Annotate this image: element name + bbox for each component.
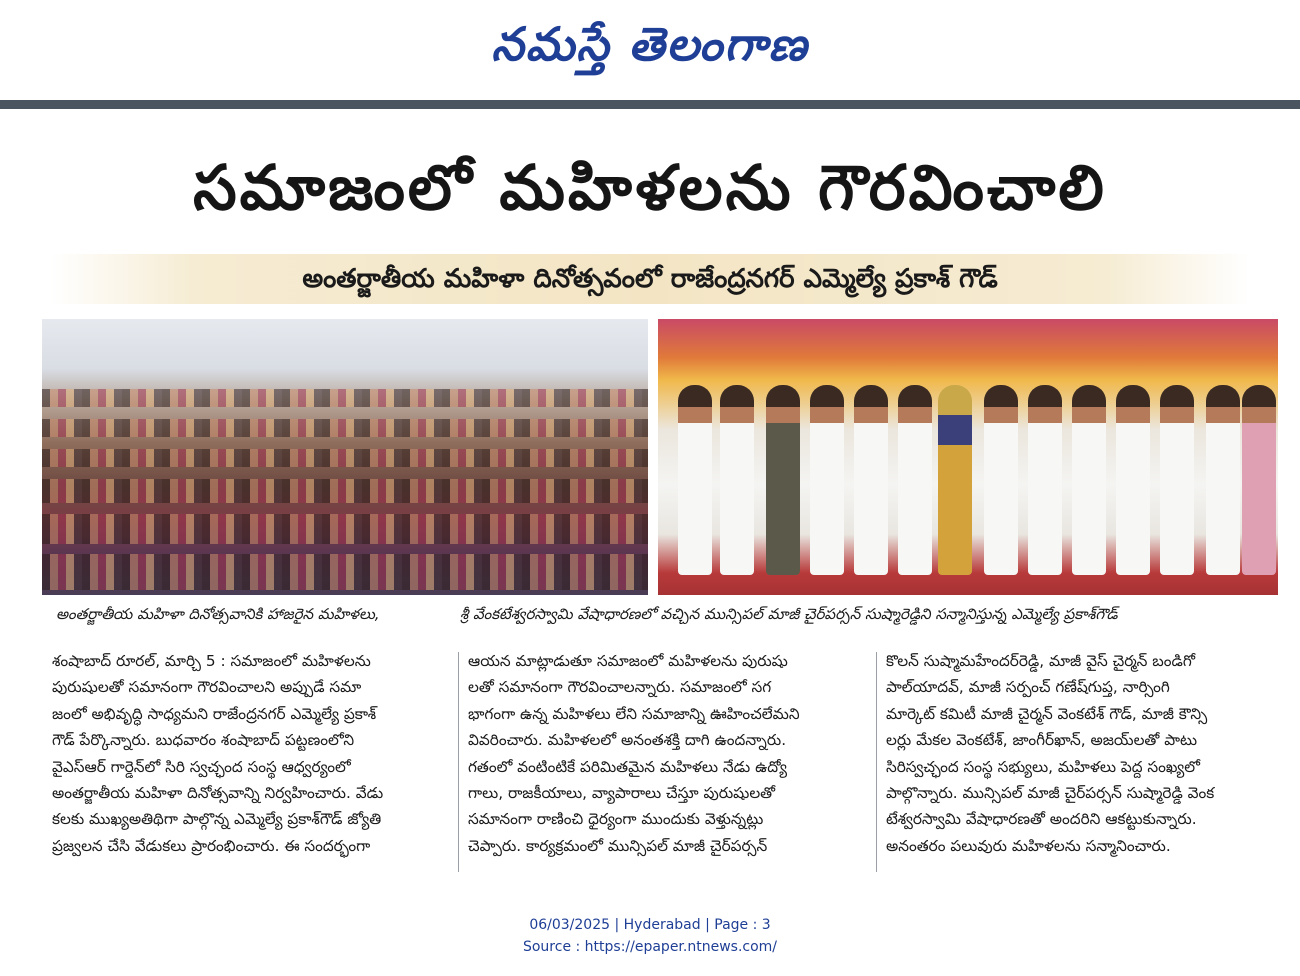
article-line: లతో సమానంగా గౌరవించాలన్నారు. సమాజంలో సగ bbox=[468, 678, 772, 697]
person-figure bbox=[1206, 385, 1240, 575]
article-line: పురుషులతో సమానంగా గౌరవించాలని అప్పుడే సమా bbox=[52, 678, 362, 697]
crowd-row bbox=[42, 389, 648, 407]
crowd-row bbox=[42, 479, 648, 503]
article-line: ప్రజ్వలన చేసి వేడుకలు ప్రారంభించారు. ఈ సందర్భంగా bbox=[52, 836, 371, 855]
article-line: అంతర్జాతీయ మహిళా దినోత్సవాన్ని నిర్వహించారు. వేడు bbox=[52, 784, 384, 803]
article-line: చెప్పారు. కార్యక్రమంలో మున్సిపల్ మాజీ చైర్‌పర్సన్ bbox=[468, 836, 768, 855]
source-link[interactable]: Source : https://epaper.ntnews.com/ bbox=[522, 939, 778, 955]
article-line: గౌడ్ పేర్కొన్నారు. బుధవారం శంషాబాద్ పట్టణంలోని bbox=[52, 731, 355, 750]
article-line: ఆయన మాట్లాడుతూ సమాజంలో మహిళలను పురుషు bbox=[468, 652, 788, 670]
article-line: పాల్గొన్నారు. మున్సిపల్ మాజీ చైర్‌పర్సన్ సుష్మారెడ్డి వెంక bbox=[886, 784, 1215, 803]
masthead-divider bbox=[0, 100, 1300, 109]
headline: సమాజంలో మహిళలను గౌరవించాలి bbox=[193, 151, 1107, 224]
article-line: టేశ్వరస్వామి వేషాధారణతో అందరిని ఆకట్టుకున్నారు. bbox=[886, 810, 1197, 829]
article-line: పాల్‌యాదవ్, మాజీ సర్పంచ్ గణేష్‌గుప్త, నార్సింగి bbox=[886, 678, 1170, 697]
subheadline: అంతర్జాతీయ మహిళా దినోత్సవంలో రాజేంద్రనగర్ ఎమ్మెల్యే ప్రకాశ్ గౌడ్ bbox=[50, 254, 1250, 304]
article-line: గతంలో వంటింటికే పరిమితమైన మహిళలు నేడు ఉద్యో bbox=[468, 757, 787, 776]
article-line: భాగంగా ఉన్న మహిళలు లేని సమాజాన్ని ఊహించలేమని bbox=[468, 704, 800, 723]
article-line: లర్లు మేకల వెంకటేశ్, జాంగీర్‌ఖాన్, అజయ్‌లతో పాటు bbox=[886, 731, 1198, 750]
article-line: సమానంగా రాణించి ధైర్యంగా ముందుకు వెళ్తున్నట్లు bbox=[468, 810, 764, 829]
article-line: సిరిస్వచ్ఛంద సంస్థ సభ్యులు, మహిళలు పెద్ద సంఖ్యలో bbox=[886, 757, 1201, 776]
person-figure bbox=[766, 385, 800, 575]
person-figure bbox=[1242, 385, 1276, 575]
person-figure bbox=[1116, 385, 1150, 575]
person-figure bbox=[898, 385, 932, 575]
article-line: కొలన్ సుష్మామహేందర్‌రెడ్డి, మాజీ వైస్ చైర్మన్ బండిగో bbox=[886, 652, 1196, 670]
person-figure bbox=[938, 385, 972, 575]
caption-right: శ్రీ వేంకటేశ్వరస్వామి వేషాధారణలో వచ్చిన మున్సిపల్ మాజీ చైర్‌పర్సన్ సుష్మారెడ్డిని సన్మానిస్తున్న ఎమ్మెల్యే ప్రకాశ్‌గౌడ్ bbox=[460, 605, 1118, 623]
article-line: గాలు, రాజకీయాలు, వ్యాపారాలు చేస్తూ పురుషులతో bbox=[468, 784, 776, 803]
page-footer bbox=[0, 914, 1300, 958]
article-column-1 bbox=[52, 648, 450, 880]
person-figure bbox=[1160, 385, 1194, 575]
article-line: శంషాబాద్ రూరల్, మార్చి 5 : సమాజంలో మహిళలను bbox=[52, 652, 371, 670]
article-line: మార్కెట్ కమిటీ మాజీ చైర్మన్ వెంకటేశ్ గౌడ్, మాజీ కౌన్సి bbox=[886, 704, 1208, 723]
person-figure bbox=[854, 385, 888, 575]
caption-left: అంతర్జాతీయ మహిళా దినోత్సవానికి హాజరైన మహిళలు, bbox=[56, 605, 380, 623]
newspaper-logo: నమస్తే తెలంగాణ bbox=[491, 17, 809, 71]
person-figure bbox=[984, 385, 1018, 575]
article-line: కలకు ముఖ్యఅతిథిగా పాల్గొన్న ఎమ్మెల్యే ప్రకాశ్‌గౌడ్ జ్యోతి bbox=[52, 810, 382, 829]
crowd-row bbox=[42, 419, 648, 437]
photo-felicitation bbox=[658, 319, 1278, 595]
person-figure bbox=[678, 385, 712, 575]
crowd-row bbox=[42, 449, 648, 467]
article-line: అనంతరం పలువురు మహిళలను సన్మానించారు. bbox=[886, 836, 1171, 855]
edition-info: 06/03/2025 | Hyderabad | Page : 3 bbox=[529, 917, 771, 933]
crowd-row bbox=[42, 554, 648, 590]
photo-audience bbox=[42, 319, 648, 595]
person-figure bbox=[810, 385, 844, 575]
person-figure bbox=[1072, 385, 1106, 575]
crowd-row bbox=[42, 514, 648, 544]
masthead bbox=[0, 0, 1300, 100]
article-line: జంలో అభివృద్ధి సాధ్యమని రాజేంద్రనగర్ ఎమ్మెల్యే ప్రకాశ్ bbox=[52, 704, 377, 723]
column-divider bbox=[458, 652, 459, 872]
article-column-2 bbox=[468, 648, 866, 880]
article-line: వివరించారు. మహిళలలో అనంతశక్తి దాగి ఉందన్నారు. bbox=[468, 731, 787, 750]
photo-captions bbox=[42, 599, 1278, 629]
person-figure bbox=[1028, 385, 1062, 575]
article-line: వైఎస్ఆర్ గార్డెన్‌లో సిరి స్వచ్ఛంద సంస్థ ఆధ్వర్యంలో bbox=[52, 757, 351, 776]
person-figure bbox=[720, 385, 754, 575]
column-divider bbox=[876, 652, 877, 872]
article-column-3 bbox=[886, 648, 1284, 880]
